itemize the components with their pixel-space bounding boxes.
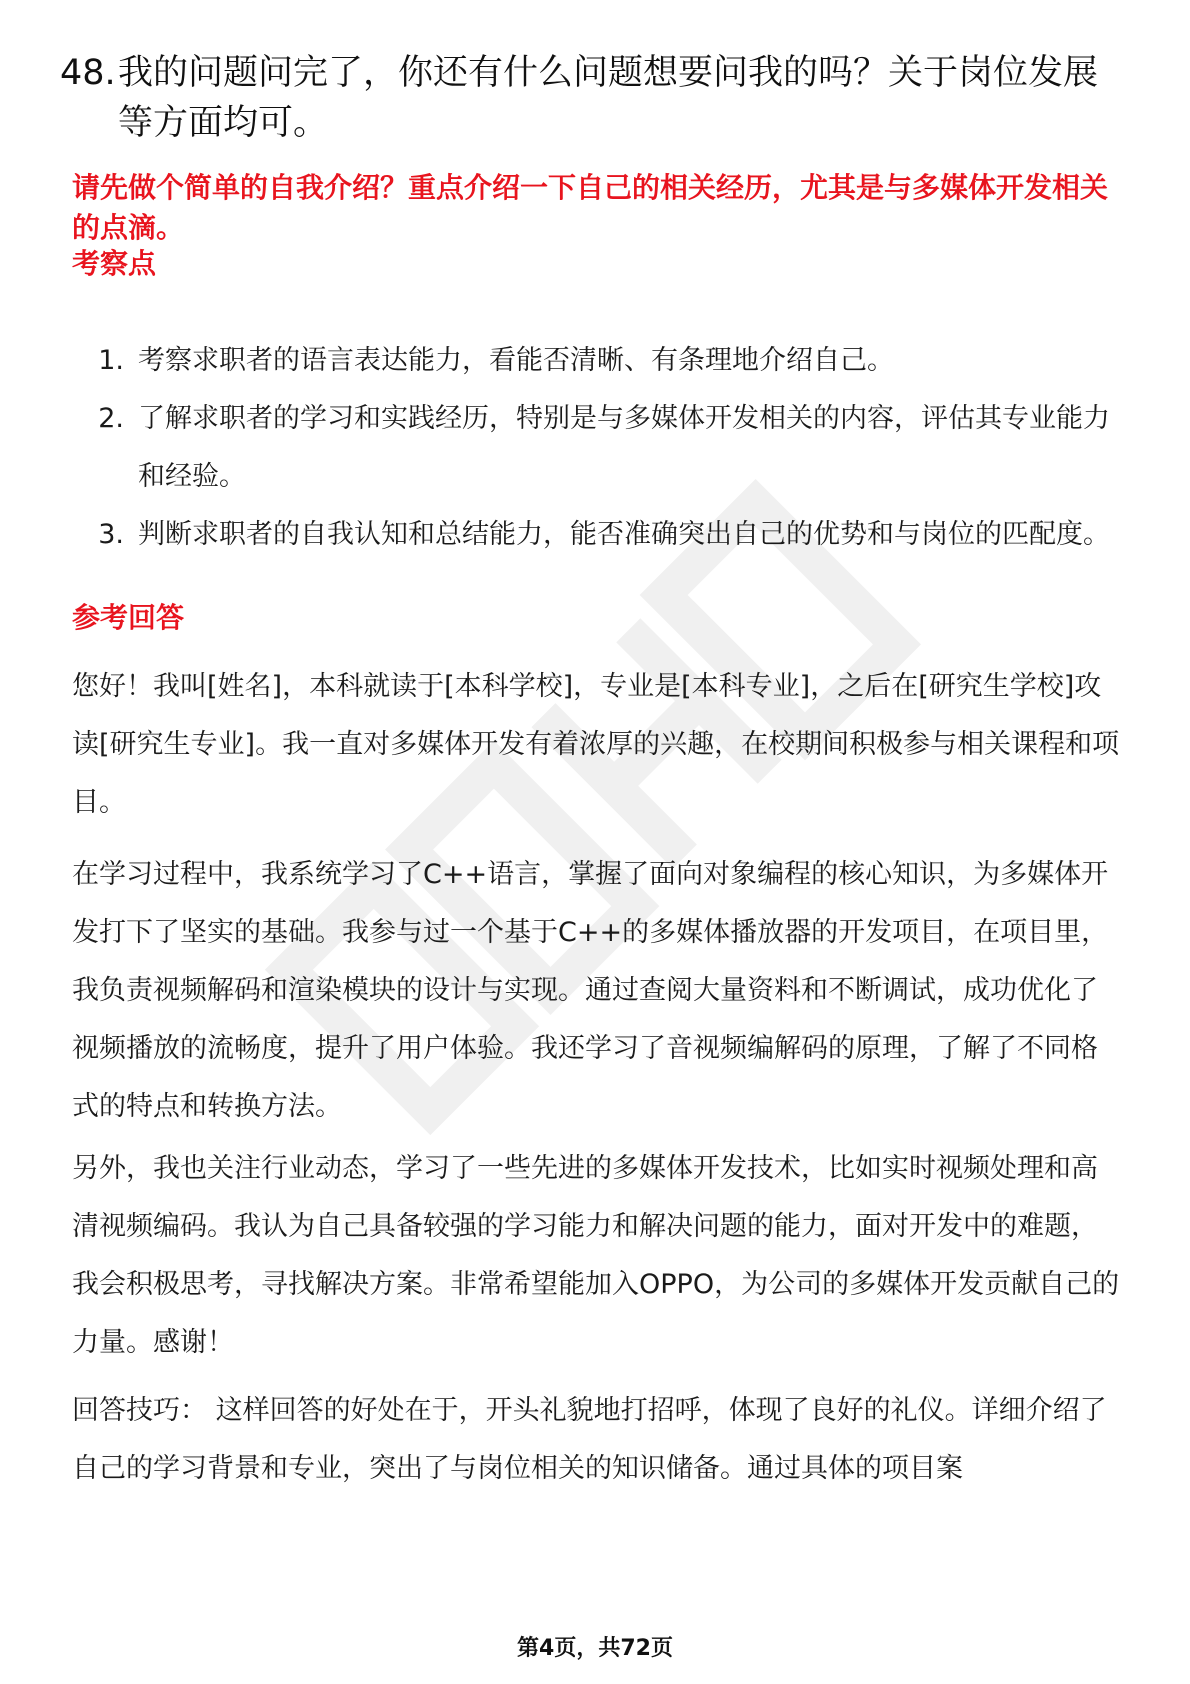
answer-paragraph-3: 另外，我也关注行业动态，学习了一些先进的多媒体开发技术，比如实时视频处理和高清视频编码。我认为自己具备较强的学习能力和解决问题的能力，面对开发中的难题，我会积极思考，寻找解决方案。非常希望能加入OPPO，为公司的多媒体开发贡献自己的力量。感谢！ [72,1153,1120,1358]
list-item-text: 了解求职者的学习和实践经历，特别是与多媒体开发相关的内容，评估其专业能力和经验。 [138,403,1110,492]
list-item [72,506,1120,564]
page-footer: 第4页，共72页 [517,1636,673,1661]
reference-label: 参考回答 [72,601,185,634]
highlight-question: 请先做个简单的自我介绍？重点介绍一下自己的相关经历，尤其是与多媒体开发相关的点滴。 [72,171,1109,244]
answer-paragraph-2: 在学习过程中，我系统学习了C++语言，掌握了面向对象编程的核心知识，为多媒体开发打下了坚实的基础。我参与过一个基于C++的多媒体播放器的开发项目，在项目里，我负责视频解码和渲染模块的设计与实现。通过查阅大量资料和不断调试，成功优化了视频播放的流畅度，提升了用户体验。我还学习了音视频编解码的原理，了解了不同格式的特点和转换方法。 [72,859,1109,1122]
answer-paragraph-1: 您好！我叫[姓名]，本科就读于[本科学校]，专业是[本科专业]，之后在[研究生学校]攻读[研究生专业]。我一直对多媒体开发有着浓厚的兴趣，在校期间积极参与相关课程和项目。 [72,671,1120,818]
list-item-number: 3. [98,519,124,550]
list-item-text: 判断求职者的自我认知和总结能力，能否准确突出自己的优势和与岗位的匹配度。 [138,519,1110,550]
question-number: 48. [60,53,116,93]
list-item-number: 1. [98,345,124,376]
list-item-text: 考察求职者的语言表达能力，看能否清晰、有条理地介绍自己。 [138,345,894,376]
list-item-number: 2. [98,403,124,434]
list-item [72,332,1120,390]
answer-tips-paragraph: 回答技巧： 这样回答的好处在于，开头礼貌地打招呼，体现了良好的礼仪。详细介绍了自己的学习背景和专业，突出了与岗位相关的知识储备。通过具体的项目案 [72,1395,1107,1484]
question-text: 我的问题问完了，你还有什么问题想要问我的吗？关于岗位发展等方面均可。 [118,53,1099,143]
inspection-label: 考察点 [72,247,157,280]
list-item [72,390,1120,506]
question-title [60,48,1120,148]
inspection-list [72,332,1120,564]
